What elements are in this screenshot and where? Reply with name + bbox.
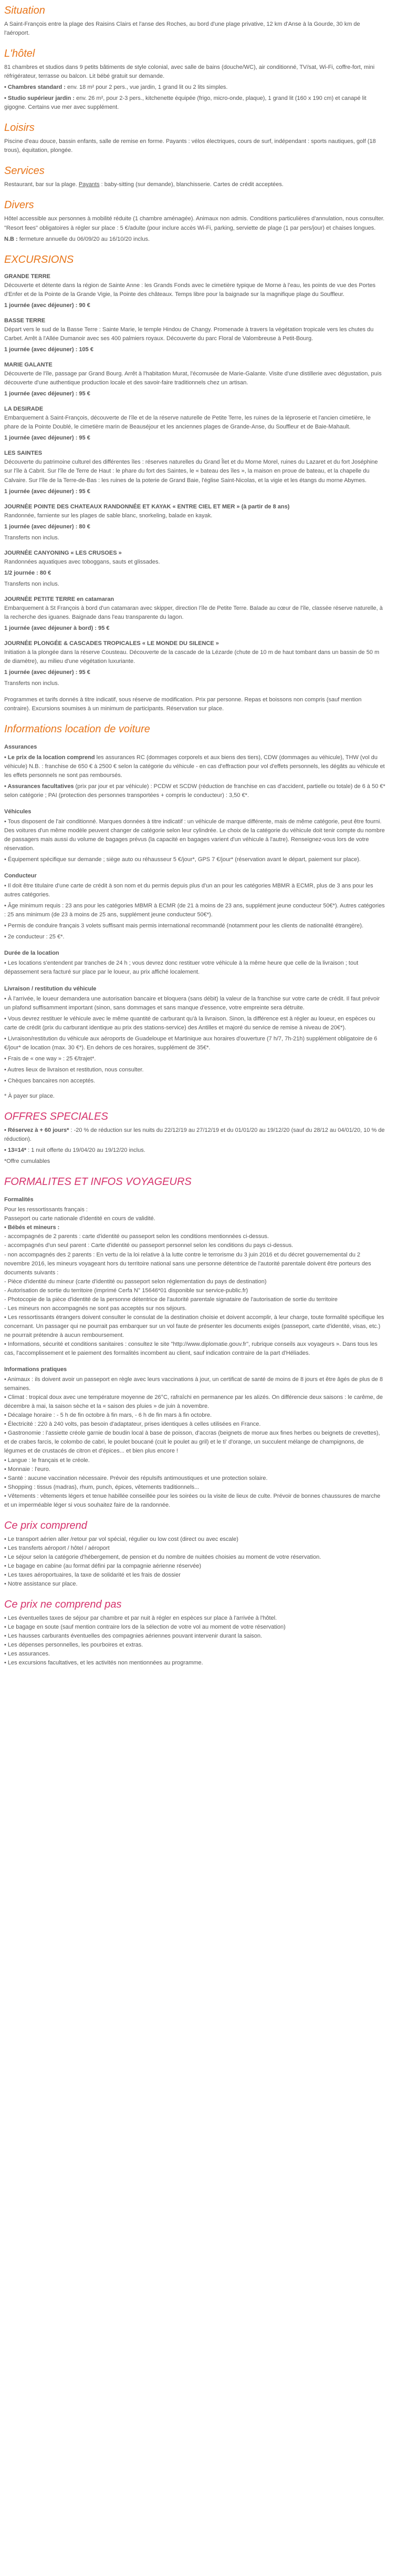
infos-pratiques-subtitle: Informations pratiques <box>4 1366 67 1373</box>
section-title-loisirs: Loisirs <box>4 122 35 134</box>
excursion-item <box>4 272 385 310</box>
list-item: • Langue : le français et le créole. <box>4 1457 90 1464</box>
list-item: Passeport ou carte nationale d'identité en cours de validité. <box>4 1215 155 1222</box>
location-conducteur-title: Conducteur <box>4 873 37 880</box>
excursion-desc: Embarquement à St François à bord d'un catamaran avec skipper, direction l'île de Petite Terre. Balade au cœur de l'île, classée réserve naturelle, à la recherche des iguanes. Baignade dans l'eau transparente du lagon. <box>4 605 383 621</box>
location-assurances-p1 <box>4 753 385 780</box>
situation-text: A Saint-François entre la plage des Raisins Clairs et l'anse des Roches, au bord d'une plage privative, 12 km d'Anse à la Gourde, 30 km de l'aéroport. <box>4 21 360 37</box>
excursion-price: 1 journée (avec déjeuner) : 95 € <box>4 435 90 442</box>
room-studio-label: • Studio supérieur jardin : <box>4 95 75 102</box>
location-duree-title: Durée de la location <box>4 950 59 957</box>
location-livraison-p6: • Chèques bancaires non acceptés. <box>4 1077 96 1084</box>
assurances-p2-label: • Assurances facultatives <box>4 783 74 790</box>
location-livraison-p1: • À l'arrivée, le loueur demandera une autorisation bancaire et bloquera (sans débit) la valeur de la franchise sur votre carte de crédit. Il faut prévoir un plafond suffisamment important (sinon, sans dommages et sans manque d'essence, votre empreinte sera détruite. <box>4 995 380 1011</box>
excursion-desc: Découverte et détente dans la région de Sainte Anne : les Grands Fonds avec le cimetière typique de Morne à l'eau, les points de vue des Portes d'Enfer et de la Pointe de la Grande Vigie, la Pointe des châteaux. Temps libre pour la baignade sur la magnifique plage du Souffleur. <box>4 282 376 298</box>
excursion-list <box>4 272 385 689</box>
offres-p2-label: • 13=14* <box>4 1147 27 1154</box>
offres-p1 <box>4 1126 385 1144</box>
section-title-excursions: EXCURSIONS <box>4 253 74 265</box>
list-item: • Le bagage en soute (sauf mention contraire lors de la sélection de votre vol au moment de votre réservation) <box>4 1624 286 1631</box>
excursion-desc: Départ vers le sud de la Basse Terre : Sainte Marie, le temple Hindou de Changy. Promenade à travers la végétation tropicale vers les chutes du Carbet. Arrêt à l'Allée Dumanoir avec ses 400 palmiers royaux. Découverte du parc Floral de Valombreuse à Petit-Bourg. <box>4 326 374 342</box>
list-item: • Les taxes aéroportuaires, la taxe de solidarité et les frais de dossier <box>4 1572 181 1578</box>
offres-p2 <box>4 1146 385 1155</box>
location-vehicules-p1: • Tous disposent de l'air conditionné. Marques données à titre indicatif : un véhicule de marque différente, mais de même catégorie, peut être fourni. Des voitures d'un même modèle peuvent changer de catégorie selon leur cylindrée. Le choix de la catégorie du véhicule doit tenir compte du nombre de passagers mais aussi du volume de bagages prévus (la capacité en bagages varient d'un véhicule à l'autre). Renseignez-vous lors de votre réservation. <box>4 818 385 852</box>
excursion-note: Transferts non inclus. <box>4 680 59 687</box>
hotel-room-standard <box>4 83 385 92</box>
divers-nb-text: fermeture annuelle du 06/09/20 au 16/10/20 inclus. <box>17 236 150 242</box>
section-title-divers: Divers <box>4 199 34 211</box>
list-item: • Décalage horaire : - 5 h de fin octobre à fin mars, - 6 h de fin mars à fin octobre. <box>4 1412 212 1419</box>
excursion-desc: Initiation à la plongée dans la réserve Cousteau. Découverte de la cascade de la Lézarde (chute de 10 m de haut tombant dans un bassin de 50 m de diamètre), au milieu d'une végétation luxuriante. <box>4 649 380 665</box>
location-conducteur-p1: • Il doit être titulaire d'une carte de crédit à son nom et du permis depuis plus d'un an pour les catégories MBMR à ECMR, plus de 3 ans pour les autres catégories. <box>4 883 373 898</box>
location-duree-p1: • Les locations s'entendent par tranches de 24 h ; vous devrez donc restituer votre véhicule à la même heure que celle de la livraison ; tout dépassement sera facturé sur place par le loueur, au prix affiché localement. <box>4 960 359 976</box>
section-title-situation: Situation <box>4 5 45 16</box>
location-vehicules-title: Véhicules <box>4 808 32 815</box>
list-item: • Les dépenses personnelles, les pourboires et extras. <box>4 1642 143 1649</box>
services-text-a: Restaurant, bar sur la plage. <box>4 181 79 188</box>
excursion-desc: Randonnée, farniente sur les plages de sable blanc, snorkeling, balade en kayak. <box>4 512 213 519</box>
list-item: - accompagnés de 2 parents : carte d'identité ou passeport selon les conditions mentionnées ci-dessus. <box>4 1233 269 1240</box>
room-standard-text: env. 18 m² pour 2 pers., vue jardin, 1 grand lit ou 2 lits simples. <box>65 84 228 91</box>
prix-comprend-list <box>4 1535 385 1589</box>
location-conducteur-p4: • 2e conducteur : 25 €*. <box>4 934 65 941</box>
excursions-footer: Programmes et tarifs donnés à titre indicatif, sous réserve de modification. Prix par personne. Repas et boissons non compris (sauf mention contraire). Excursions soumises à un minimum de participants. Réservation sur place. <box>4 697 362 712</box>
list-item: • Le séjour selon la catégorie d'hébergement, de pension et du nombre de nuitées choisies au moment de votre réservation. <box>4 1553 321 1560</box>
excursion-title: GRANDE TERRE <box>4 273 51 280</box>
list-item: • Les excursions facultatives, et les activités non mentionnées au programme. <box>4 1660 203 1667</box>
excursion-price: 1 journée (avec déjeuner) : 105 € <box>4 346 93 353</box>
list-item: • Bébés et mineurs : <box>4 1224 60 1231</box>
location-livraison-p5: • Autres lieux de livraison et restitution, nous consulter. <box>4 1066 144 1073</box>
offres-p2-text: : 1 nuit offerte du 19/04/20 au 19/12/20 inclus. <box>26 1147 145 1154</box>
location-assurances-p2 <box>4 782 385 800</box>
excursion-item <box>4 361 385 398</box>
list-item: • Le bagage en cabine (au format défini par la compagnie aérienne réservée) <box>4 1562 202 1569</box>
location-footnote: * À payer sur place. <box>4 1092 55 1099</box>
excursion-note: Transferts non inclus. <box>4 534 59 541</box>
location-livraison-title: Livraison / restitution du véhicule <box>4 985 97 992</box>
list-item: • Les transferts aéroport / hôtel / aéroport <box>4 1545 110 1551</box>
services-payants: Payants <box>78 181 100 188</box>
services-text <box>4 180 385 189</box>
excursion-price: 1 journée (avec déjeuner) : 90 € <box>4 302 90 309</box>
list-item: • Les éventuelles taxes de séjour par chambre et par nuit à régler en espèces sur place à l'arrivée à l'hôtel. <box>4 1615 277 1622</box>
list-item: - accompagnés d'un seul parent : Carte d'identité ou passeport personnel selon les conditions du pays ci-dessus. <box>4 1242 294 1249</box>
location-conducteur-p3: • Permis de conduire français 3 volets suffisant mais permis international recommandé (notamment pour les clients de nationalité étrangère). <box>4 923 364 929</box>
excursion-desc: Découverte de l'île, passage par Grand Bourg. Arrêt à l'habitation Murat, l'écomusée de Marie-Galante. Visite d'une distillerie avec dégustation, puis découverte d'une authentique production locale et des savoir-faire traditionnels chez un artisan. <box>4 371 382 386</box>
prix-ne-comprend-list <box>4 1614 385 1668</box>
list-item: Pour les ressortissants français : <box>4 1207 88 1213</box>
list-item: - Autorisation de sortie du territoire (imprimé Cerfa N° 15646*01 disponible sur service-public.fr) <box>4 1287 248 1294</box>
list-item: • Santé : aucune vaccination nécessaire. Prévoir des répulsifs antimoustiques et une protection solaire. <box>4 1475 268 1481</box>
offres-p1-label: • Réservez à + 60 jours* <box>4 1127 69 1134</box>
location-livraison-p4: • Frais de « one way » : 25 €/trajet*. <box>4 1055 96 1062</box>
excursion-title: JOURNÉE POINTE DES CHATEAUX RANDONNÉE ET KAYAK « ENTRE CIEL ET MER » (à partir de 8 ans) <box>4 503 290 510</box>
services-text-b: : baby-sitting (sur demande), blanchisserie. Cartes de crédit acceptées. <box>99 181 284 188</box>
assurances-p2-text: (prix par jour et par véhicule) : PCDW et SCDW (réduction de franchise en cas d'accident, partielle ou totale) de 6 à 50 €* selon catégorie ; PAI (protection des personnes transportées + compris le conducteur) : 3,50 €*. <box>4 783 385 799</box>
excursion-title: BASSE TERRE <box>4 317 46 324</box>
offres-p1-text: : -20 % de réduction sur les nuits du 22/12/19 au 27/12/19 et du 01/01/20 au 19/12/20 (sauf du 28/12 au 04/01/20, 10 % de réduction). <box>4 1127 385 1143</box>
location-vehicules-p2: • Équipement spécifique sur demande ; siège auto ou réhausseur 5 €/jour*, GPS 7 €/jour* (réservation avant le départ, paiement sur place). <box>4 856 361 863</box>
infos-pratiques-list <box>4 1375 385 1510</box>
list-item: • Monnaie : l'euro. <box>4 1466 50 1473</box>
excursion-title: LA DESIRADE <box>4 406 44 413</box>
list-item: - Photocopie de la pièce d'identité de la personne détentrice de l'autorité parentale signataire de l'autorisation de sortie du territoire <box>4 1296 338 1303</box>
list-item: • Vêtements : vêtements légers et tenue habillée conseillée pour les soirées ou la visite de lieux de culte. Prévoir de bonnes chaussures de marche et un imperméable léger si vous souhaitez faire de la randonnée. <box>4 1493 381 1508</box>
location-livraison-p3: • Livraison/restitution du véhicule aux aéroports de Guadeloupe et Martinique aux horaires d'ouverture (7 h/7, 7h-21h) supplément obligatoire de 6 €/jour* de location (max. 30 €*). En dehors de ces horaires, supplément de 35€*. <box>4 1035 378 1051</box>
formalites-subtitle: Formalités <box>4 1197 34 1203</box>
section-title-prix-comprend: Ce prix comprend <box>4 1519 87 1531</box>
excursion-title: LES SAINTES <box>4 450 43 457</box>
excursion-price: 1 journée (avec déjeuner) : 80 € <box>4 523 90 530</box>
list-item: - Les mineurs non accompagnés ne sont pas acceptés sur nos séjours. <box>4 1305 187 1312</box>
excursion-item <box>4 503 385 543</box>
formalites-list <box>4 1205 385 1358</box>
excursion-price: 1 journée (avec déjeuner) : 95 € <box>4 391 90 397</box>
location-assurances-title: Assurances <box>4 744 37 751</box>
offres-note: *Offre cumulables <box>4 1158 50 1165</box>
room-studio-text: env. 26 m², pour 2-3 pers., kitchenette équipée (frigo, micro-onde, plaque), 1 grand lit (160 x 190 cm) et canapé lit gigogne. Certains vue mer avec supplément. <box>4 95 366 111</box>
assurances-p1-label: • Le prix de la location comprend <box>4 754 95 761</box>
excursion-price: 1 journée (avec déjeuner à bord) : 95 € <box>4 625 110 632</box>
excursion-desc: Découverte du patrimoine culturel des différentes îles : réserves naturelles du Grand Îlet et du Morne Morel, ruines du Lazaret et du fort Joséphine sur l'île à Cabrit. Sur l'île de Terre de Haut : le phare du fort des Saintes, le « bateau des îles », la maison en proue de bateau, et la chapelle du Calvaire. Sur l'île de la Terre-de-Bas : les ruines de la poterie de Grand Baie, l'église Saint-Nicolas, et la vigie et les étangs du morne Abymes. <box>4 459 378 484</box>
excursion-item <box>4 639 385 688</box>
list-item: • Les ressortissants étrangers doivent consulter le consulat de la destination choisie et doivent accomplir, à leur charge, toute formalité spécifique les concernant. Un passager qui ne pourrait pas embarquer sur un vol faute de présenter les documents exigés (passeport, carte d'identité, visas, etc.) ne pourrait prétendre à aucun remboursement. <box>4 1314 384 1338</box>
list-item: • Les hausses carburants éventuelles des compagnies aériennes pouvant intervenir durant la saison. <box>4 1633 263 1640</box>
assurances-p1-text: les assurances RC (dommages corporels et aux biens des tiers), CDW (dommages au véhicule), THW (vol du véhicule) N.B. : franchise de 650 € à 2500 € selon la catégorie du véhicule - en cas d'effraction pour vol d'effets personnels, les dégâts au véhicule et les effets personnels ne sont pas remboursés. <box>4 754 385 779</box>
excursion-item <box>4 595 385 633</box>
list-item: • Gastronomie : l'assiette créole garnie de boudin local à base de poisson, d'accras (beignets de morue aux fines herbes ou beignets de crevettes), et de crabes farcis, le colombo de cabri, le poulet boucané (cuit le poulet au gril) et le ti' d'orange, un succulent mélange de champignons, de légumes et de crustacés de citron et d'épices... et bien plus encore ! <box>4 1430 380 1455</box>
room-standard-label: • Chambres standard : <box>4 84 66 91</box>
excursion-title: MARIE GALANTE <box>4 361 53 368</box>
divers-text: Hôtel accessible aux personnes à mobilité réduite (1 chambre aménagée). Animaux non admis. Conditions particulières d'annulation, nous consulter. "Resort fees" obligatoires à régler sur place : 5 €/adulte (pour inclure accès Wi-Fi, parking, serviette de plage (1 par pers/jour) et chaises longues. <box>4 216 385 231</box>
divers-nb <box>4 235 385 244</box>
section-title-services: Services <box>4 165 45 177</box>
section-title-hotel: L'hôtel <box>4 48 35 60</box>
excursion-price: 1/2 journée : 80 € <box>4 569 51 576</box>
hotel-description: 81 chambres et studios dans 9 petits bâtiments de style colonial, avec salle de bains (douche/WC), air conditionné, TV/sat, Wi-Fi, coffre-fort, mini réfrigérateur, terrasse ou balcon. Lit bébé gratuit sur demande. <box>4 64 375 80</box>
excursion-item <box>4 549 385 589</box>
section-title-prix-ne-comprend: Ce prix ne comprend pas <box>4 1599 122 1611</box>
section-title-formalites: FORMALITES ET INFOS VOYAGEURS <box>4 1176 192 1188</box>
excursion-title: JOURNÉE PETITE TERRE en catamaran <box>4 596 114 602</box>
excursion-price: 1 journée (avec déjeuner) : 95 € <box>4 669 90 676</box>
excursion-title: JOURNÉE CANYONING « LES CRUSOES » <box>4 549 122 556</box>
list-item: • Informations, sécurité et conditions sanitaires : consultez le site "http://www.diplomatie.gouv.fr", rubrique conseils aux voyageurs ». Dans tous les cas, l'accomplissement et le paiement des formalités incombent au client, sauf indication contraire de la part d'Héliades. <box>4 1341 378 1357</box>
list-item: • Les assurances. <box>4 1651 50 1658</box>
excursion-desc: Embarquement à Saint-François, découverte de l'île et de la réserve naturelle de Petite Terre, les ruines de la léproserie et l'ancien cimetière, le phare de la Pointe Doublé, le cimetière marin de Beauséjour et les anciennes plages de Grande-Anse, du Souffleur et de Baie-Mahault. <box>4 415 371 431</box>
location-livraison-p2: • Vous devrez restituer le véhicule avec le même quantité de carburant qu'à la livraison. Sinon, la différence est à régler au loueur, en espèces ou carte de crédit (prix du carburant identique au prix des stations-service) des Antilles et majoré du service de remise à niveau de 20€*). <box>4 1015 375 1031</box>
list-item: • Électricité : 220 à 240 volts, pas besoin d'adaptateur, prises identiques à celles utilisées en France. <box>4 1421 261 1428</box>
list-item: - Pièce d'identité du mineur (carte d'identité ou passeport selon réglementation du pays de destination) <box>4 1278 267 1285</box>
list-item: • Climat : tropical doux avec une température moyenne de 26°C, rafraîchi en permanence par les alizés. On différencie deux saisons : le carême, de décembre à mai, la saison sèche et la « saison des pluies » de juin à novembre. <box>4 1394 383 1410</box>
list-item: - non accompagnés des 2 parents : En vertu de la loi relative à la lutte contre le terrorisme du 3 juin 2016 et du décret gouvernemental du 2 novembre 2016, les mineurs voyageant hors du territoire national sans une personne détentrice de l'autorité parentale doivent être porteurs des documents suivants : <box>4 1251 371 1276</box>
excursion-note: Transferts non inclus. <box>4 580 59 587</box>
excursion-item <box>4 405 385 443</box>
excursion-price: 1 journée (avec déjeuner) : 95 € <box>4 488 90 495</box>
section-title-location: Informations location de voiture <box>4 723 150 735</box>
divers-nb-label: N.B : <box>4 236 18 242</box>
excursion-desc: Randonnées aquatiques avec toboggans, sauts et glissades. <box>4 558 160 565</box>
list-item: • Notre assistance sur place. <box>4 1581 78 1588</box>
list-item: • Animaux : ils doivent avoir un passeport en règle avec leurs vaccinations à jour, un certificat de santé de moins de 8 jours et être âgés de plus de 8 semaines. <box>4 1376 383 1392</box>
loisirs-text: Piscine d'eau douce, bassin enfants, salle de remise en forme. Payants : vélos électriques, cours de surf, indépendant : sports nautiques, golf (18 trous), équitation, plongée. <box>4 138 376 154</box>
excursion-title: JOURNÉE PLONGÉE & CASCADES TROPICALES « LE MONDE DU SILENCE » <box>4 640 219 647</box>
excursion-item <box>4 316 385 354</box>
hotel-room-studio <box>4 94 385 112</box>
excursion-item <box>4 449 385 496</box>
section-title-offres: OFFRES SPECIALES <box>4 1111 108 1123</box>
list-item: • Shopping : tissus (madras), rhum, punch, épices, vêtements traditionnels... <box>4 1484 200 1490</box>
list-item: • Le transport aérien aller /retour par vol spécial, régulier ou low cost (direct ou avec escale) <box>4 1536 238 1542</box>
location-conducteur-p2: • Âge minimum requis : 23 ans pour les catégories MBMR à ECMR (de 21 à moins de 23 ans, supplément jeune conducteur 50€*). Autres catégories : 25 ans minimum (de 23 à moins de 25 ans, supplément jeune conducteur 50€*). <box>4 903 385 918</box>
